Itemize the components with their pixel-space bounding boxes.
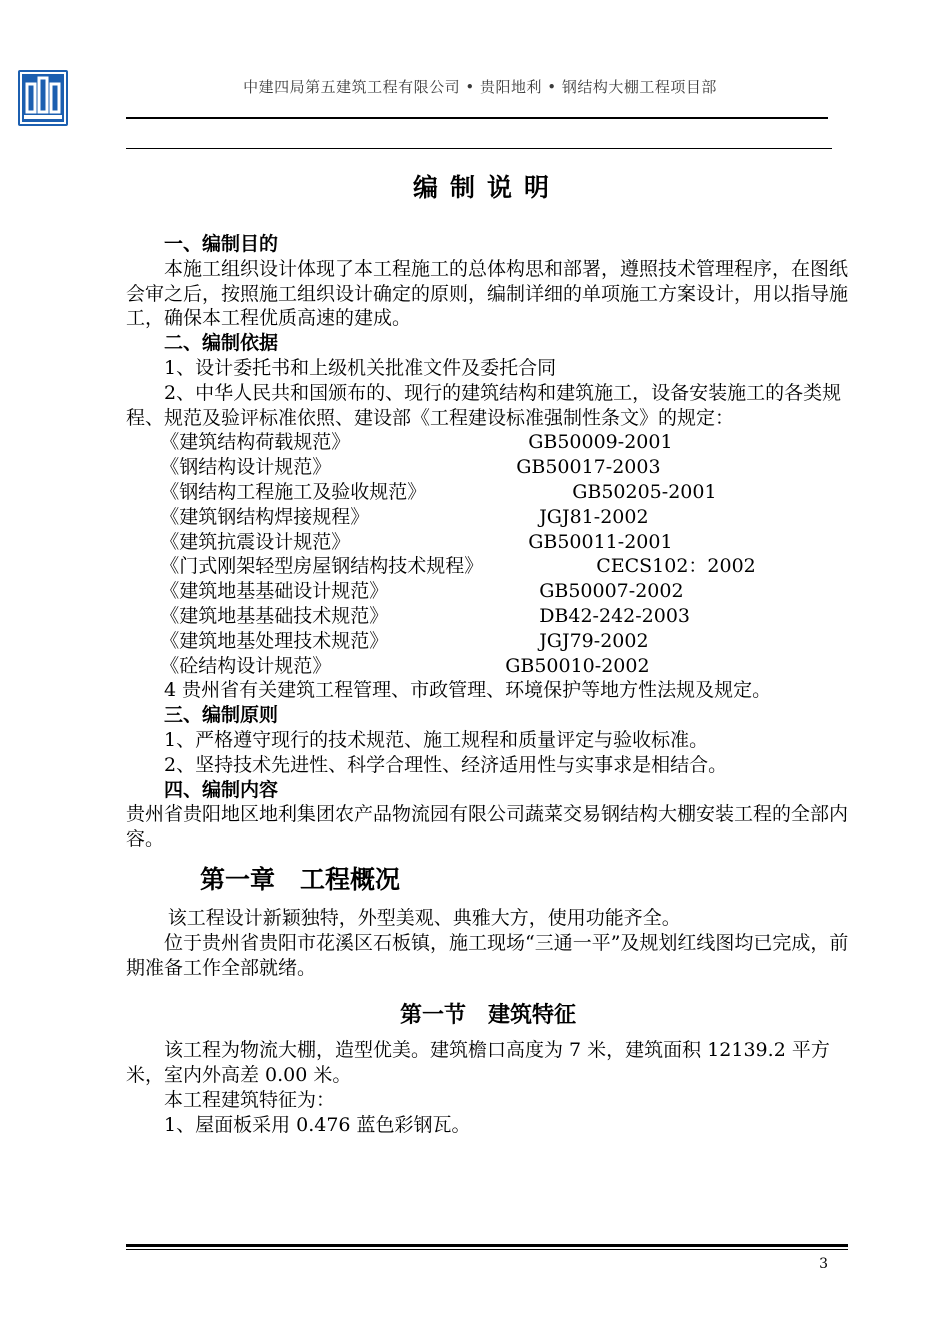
standard-code: GB50017-2003 — [516, 456, 661, 479]
standard-name: 《建筑抗震设计规范》 — [160, 530, 351, 553]
paragraph: 该工程设计新颖独特，外型美观、典雅大方，使用功能齐全。 — [167, 906, 681, 929]
standard-name: 《建筑地基基础设计规范》 — [160, 580, 389, 603]
standard-item — [126, 654, 850, 679]
paragraph: 本工程建筑特征为： — [164, 1088, 336, 1111]
standard-item — [126, 554, 850, 579]
footer-rule-thin — [126, 1249, 848, 1250]
section-heading: 四、编制内容 — [164, 778, 279, 801]
standard-code: CECS102：2002 — [596, 555, 756, 578]
header-rule-thick — [126, 117, 828, 119]
header-rule-thin — [126, 148, 832, 149]
standard-code: JGJ81-2002 — [539, 505, 649, 528]
paragraph: 1、严格遵守现行的技术规范、施工规程和质量评定与验收标准。 — [164, 728, 709, 751]
page-title: 编制说明 — [412, 173, 561, 202]
standard-code: GB50011-2001 — [528, 530, 673, 553]
standard-item — [126, 530, 850, 555]
standard-item — [126, 505, 850, 530]
standard-name: 《钢结构设计规范》 — [160, 456, 332, 479]
paragraph: 1、设计委托书和上级机关批准文件及委托合同 — [164, 356, 557, 379]
standard-item — [126, 579, 850, 604]
standard-item — [126, 480, 850, 505]
standard-name: 《建筑结构荷载规范》 — [160, 431, 351, 454]
section-heading: 三、编制原则 — [164, 704, 279, 727]
standard-code: GB50007-2002 — [539, 580, 684, 603]
section-heading: 二、编制依据 — [164, 332, 279, 355]
standard-item — [126, 629, 850, 654]
standard-code: GB50010-2002 — [505, 654, 650, 677]
standard-code: JGJ79-2002 — [539, 629, 649, 652]
paragraph: 该工程为物流大棚，造型优美。建筑檐口高度为 7 米，建筑面积 12139.2 平方米，室内外高差 0.00 米。 — [126, 1039, 830, 1087]
standard-name: 《钢结构工程施工及验收规范》 — [160, 480, 427, 503]
paragraph: 1、屋面板采用 0.476 蓝色彩钢瓦。 — [164, 1113, 471, 1136]
cscec-logo-icon — [18, 70, 68, 126]
standard-code: DB42-242-2003 — [539, 604, 691, 627]
document-body — [126, 232, 850, 1138]
footer-rule-thick — [126, 1244, 848, 1247]
standard-name: 《建筑地基处理技术规范》 — [160, 629, 389, 652]
standard-item — [126, 604, 850, 629]
standard-code: GB50205-2001 — [572, 480, 717, 503]
page-number: 3 — [819, 1256, 828, 1272]
standard-item — [126, 430, 850, 455]
section-title: 第一节 建筑特征 — [399, 1003, 576, 1029]
paragraph: 2、坚持技术先进性、科学合理性、经济适用性与实事求是相结合。 — [164, 753, 728, 776]
standard-name: 《砼结构设计规范》 — [160, 654, 332, 677]
chapter-title: 第一章 工程概况 — [200, 864, 401, 894]
standard-name: 《门式刚架轻型房屋钢结构技术规程》 — [160, 555, 484, 578]
standard-item — [126, 455, 850, 480]
paragraph: 本施工组织设计体现了本工程施工的总体构思和部署，遵照技术管理程序，在图纸会审之后，按照施工组织设计确定的原则，编制详细的单项施工方案设计，用以指导施工，确保本工程优质高速的建成。 — [126, 257, 849, 330]
paragraph: 4 贵州省有关建筑工程管理、市政管理、环境保护等地方性法规及规定。 — [164, 679, 772, 702]
standard-code: GB50009-2001 — [528, 431, 673, 454]
section-heading: 一、编制目的 — [164, 233, 279, 255]
paragraph: 贵州省贵阳地区地利集团农产品物流园有限公司蔬菜交易钢结构大棚安装工程的全部内容。 — [126, 803, 849, 851]
paragraph: 位于贵州省贵阳市花溪区石板镇，施工现场“三通一平”及规划红线图均已完成，前期准备工作全部就绪。 — [126, 931, 849, 979]
header-company: 中建四局第五建筑工程有限公司 • 贵阳地利 • 钢结构大棚工程项目部 — [243, 78, 717, 96]
paragraph: 2、中华人民共和国颁布的、现行的建筑结构和建筑施工，设备安装施工的各类规程、规范及验评标准依照、建设部《工程建设标准强制性条文》的规定： — [126, 381, 842, 429]
standard-name: 《建筑地基基础技术规范》 — [160, 604, 389, 627]
standard-name: 《建筑钢结构焊接规程》 — [160, 505, 370, 528]
